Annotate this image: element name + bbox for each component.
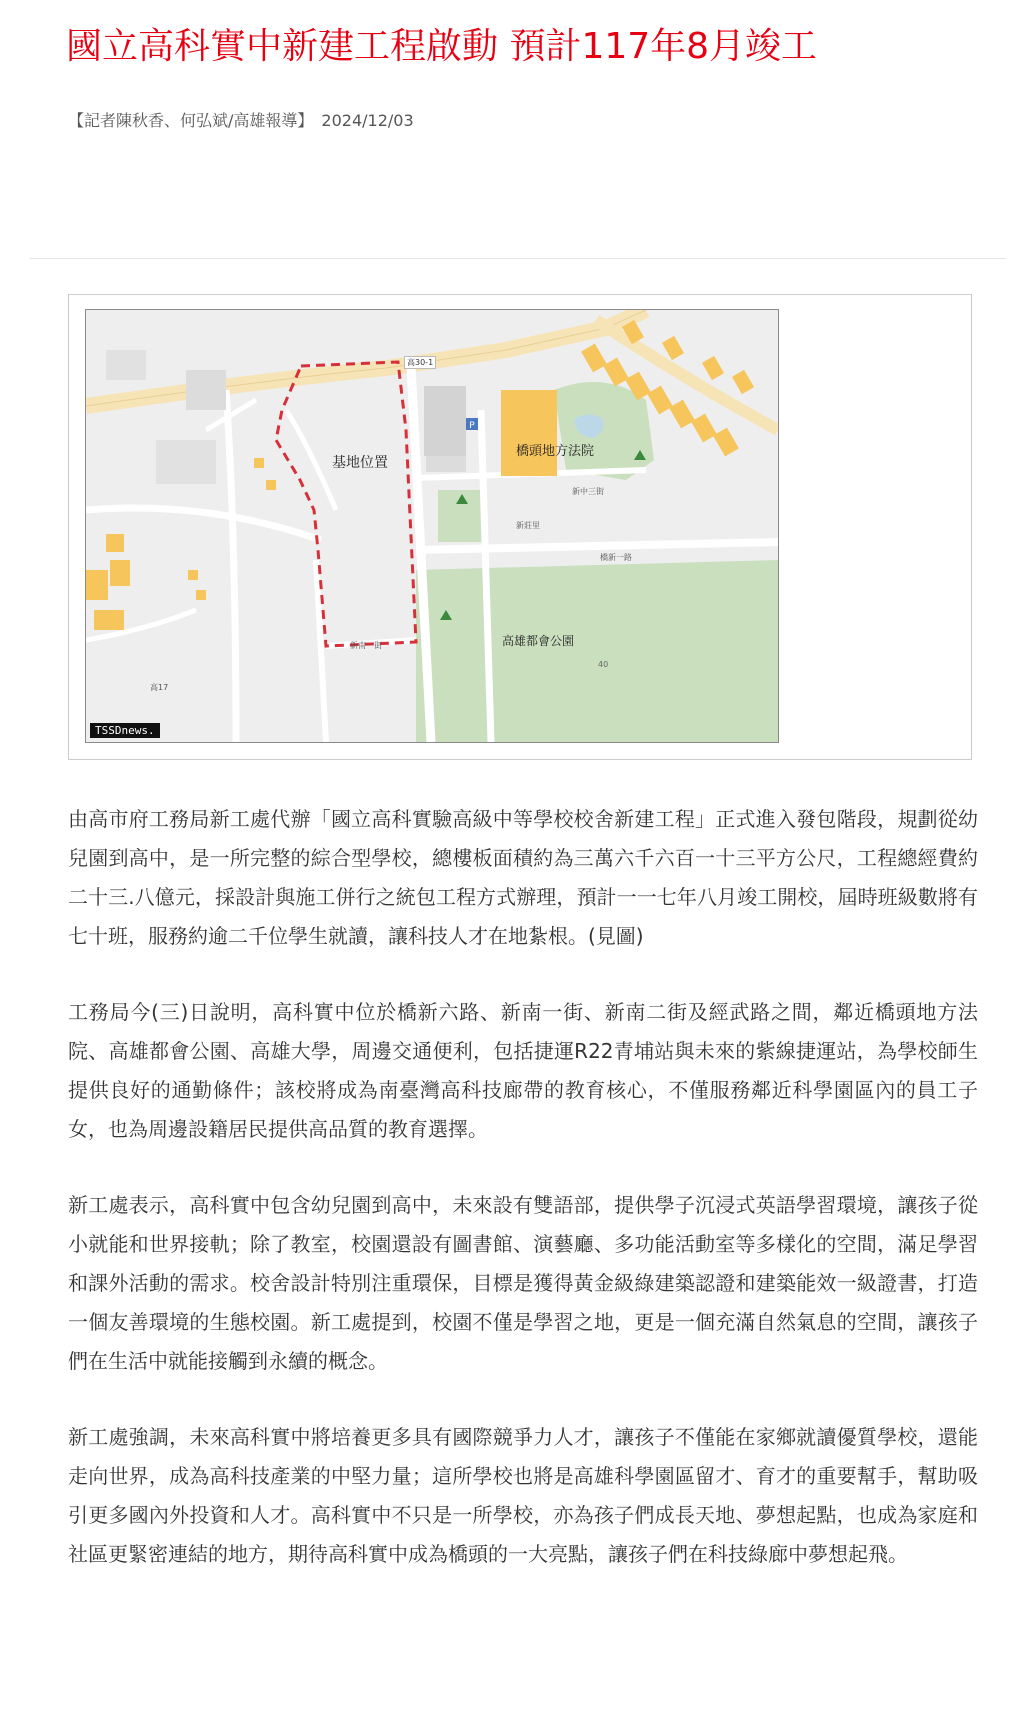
byline [68, 110, 414, 132]
metropolitan-park-area [416, 560, 778, 742]
article-title: 國立高科實中新建工程啟動 預計117年8月竣工 [66, 26, 818, 67]
map-label-park40: 40 [598, 660, 609, 669]
map-label-qiaoxin1: 橋新一路 [600, 553, 632, 562]
article-figure [68, 294, 972, 760]
court-building [501, 390, 557, 476]
map-label-court: 橋頭地方法院 [516, 444, 595, 459]
author-credit: 【記者陳秋香、何弘斌/高雄報導】 [68, 111, 314, 130]
map-canvas [86, 310, 778, 742]
site-location-map [85, 309, 779, 743]
map-label-shen301: 高30-1 [404, 356, 436, 369]
map-label-site: 基地位置 [332, 455, 388, 471]
article-paragraph: 工務局今(三)日說明，高科實中位於橋新六路、新南一街、新南二街及經武路之間，鄰近橋頭地方法院、高雄都會公園、高雄大學，周邊交通便利，包括捷運R22青埔站與未來的紫線捷運站，為學校師生提供良好的通勤條件；該校將成為南臺灣高科技廊帶的教育核心，不僅服務鄰近科學園區內的員工子女，也為周邊設籍居民提供高品質的教育選擇。 [68, 1000, 978, 1141]
map-label-xinnan1: 新南一街 [350, 641, 382, 650]
map-label-xinzhuang: 新莊里 [516, 521, 540, 530]
article-paragraph: 由高市府工務局新工處代辦「國立高科實驗高級中等學校校舍新建工程」正式進入發包階段，規劃從幼兒園到高中，是一所完整的綜合型學校，總樓板面積約為三萬六千六百一十三平方公尺，工程總經費約二十三.八億元，採設計與施工併行之統包工程方式辦理，預計一一七年八月竣工開校，屆時班級數將有七十班，服務約逾二千位學生就讀，讓科技人才在地紮根。(見圖) [68, 807, 978, 948]
map-label-gao17: 高17 [150, 683, 169, 692]
map-label-xinzhong3: 新中三街 [572, 487, 604, 496]
svg-text:P: P [469, 421, 475, 431]
publish-date: 2024/12/03 [321, 111, 414, 130]
article-paragraph: 新工處強調，未來高科實中將培養更多具有國際競爭力人才，讓孩子不僅能在家鄉就讀優質學校，還能走向世界，成為高科技產業的中堅力量；這所學校也將是高雄科學園區留才、育才的重要幫手，幫助吸引更多國內外投資和人才。高科實中不只是一所學校，亦為孩子們成長天地、夢想起點，也成為家庭和社區更緊密連結的地方，期待高科實中成為橋頭的一大亮點，讓孩子們在科技綠廊中夢想起飛。 [68, 1425, 978, 1566]
header-divider [30, 258, 1006, 259]
building-block [424, 386, 466, 456]
map-watermark: TSSDnews. [90, 723, 160, 738]
article-paragraph: 新工處表示，高科實中包含幼兒園到高中，未來設有雙語部，提供學子沉浸式英語學習環境，讓孩子從小就能和世界接軌；除了教室，校園還設有圖書館、演藝廳、多功能活動室等多樣化的空間，滿足學習和課外活動的需求。校舍設計特別注重環保，目標是獲得黃金級綠建築認證和建築能效一級證書，打造一個友善環境的生態校園。新工處提到，校園不僅是學習之地，更是一個充滿自然氣息的空間，讓孩子們在生活中就能接觸到永續的概念。 [68, 1193, 978, 1373]
article-body [68, 800, 978, 1611]
map-label-park: 高雄都會公園 [502, 634, 575, 648]
